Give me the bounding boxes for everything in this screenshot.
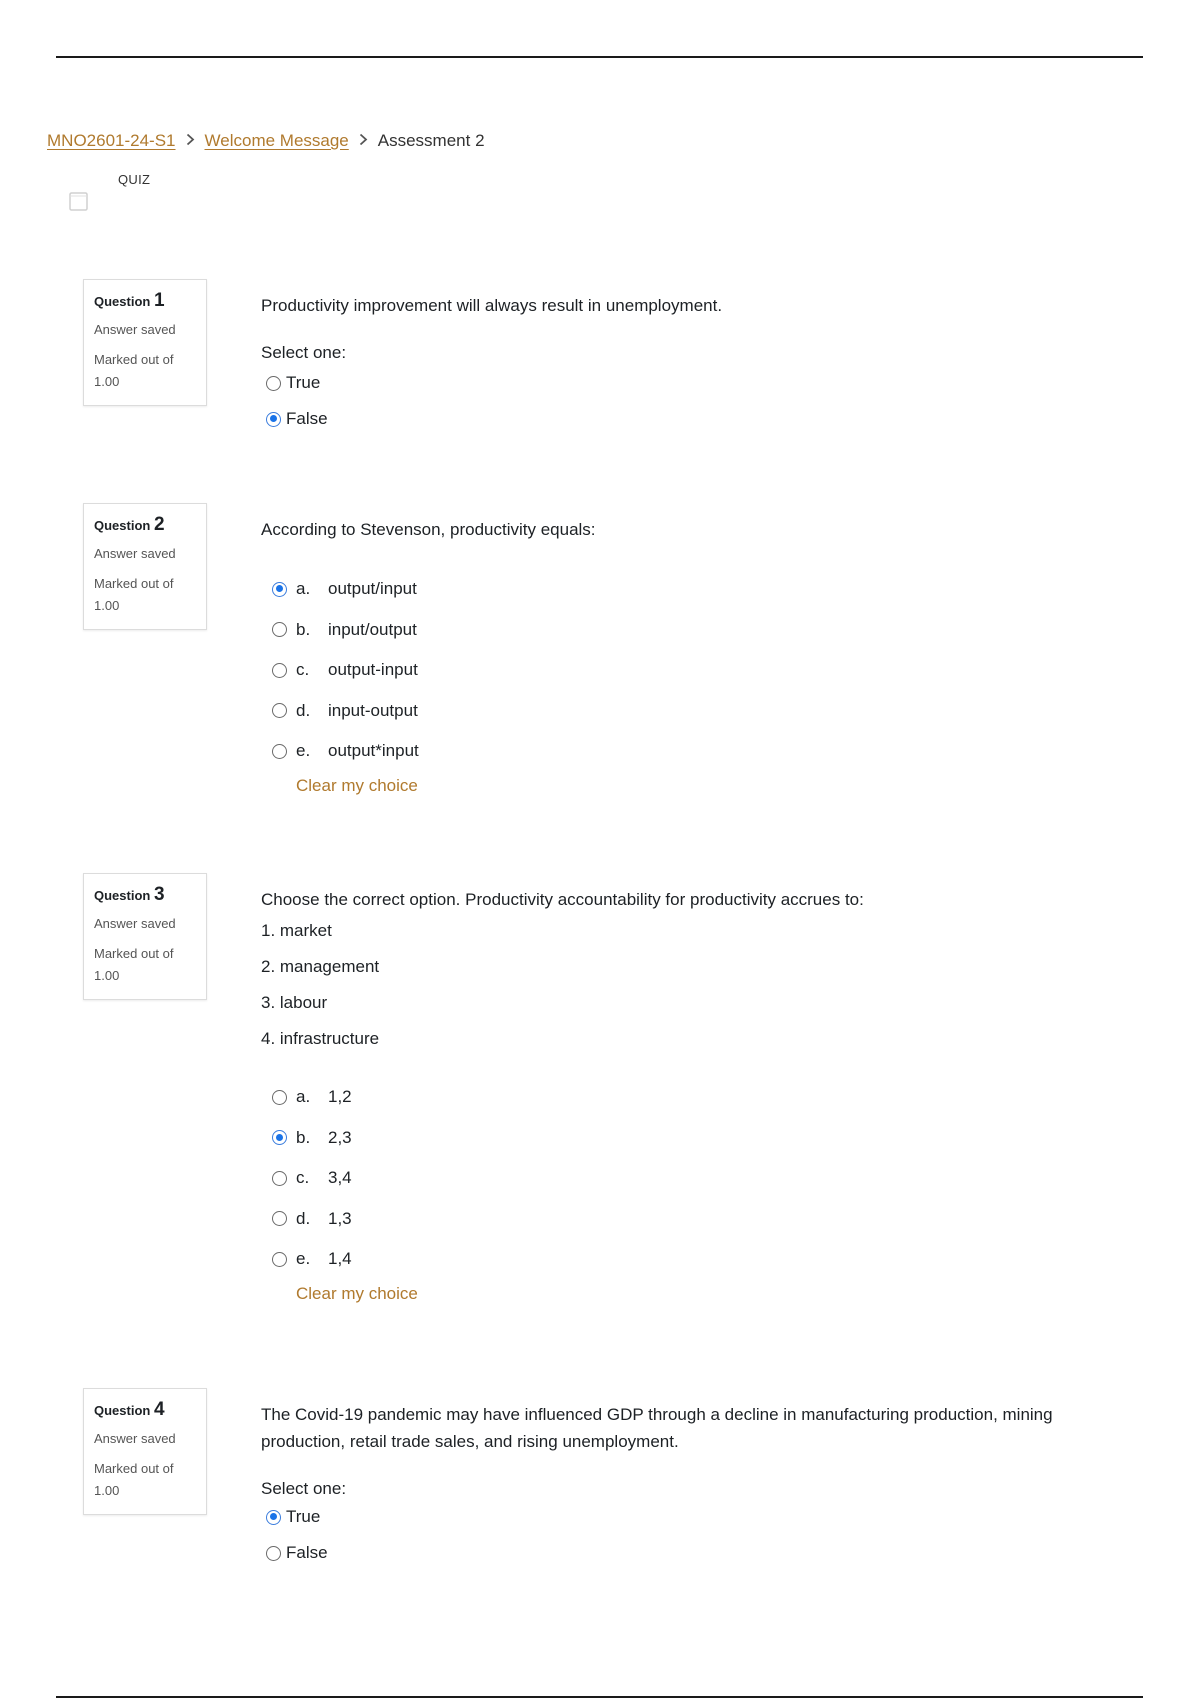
- radio-button[interactable]: [272, 582, 287, 597]
- option-label: True: [286, 1507, 321, 1526]
- question-number: Question 2: [94, 514, 165, 535]
- option-label: output/input: [328, 579, 417, 599]
- question-text: Productivity improvement will always result in unemployment.: [261, 296, 723, 315]
- radio-button[interactable]: [266, 412, 281, 427]
- radio-button[interactable]: [272, 1171, 287, 1186]
- option-label: output-input: [328, 660, 418, 680]
- chevron-right-icon: [359, 133, 368, 149]
- statement-item: 3. labour: [261, 993, 328, 1012]
- option-label: 2,3: [328, 1127, 352, 1147]
- question-number: Question 3: [94, 884, 165, 905]
- question-info: [83, 873, 207, 1000]
- answer-option-b[interactable]: b. 2,3: [261, 1118, 1141, 1159]
- radio-button[interactable]: [272, 703, 287, 718]
- option-label: input-output: [328, 700, 418, 720]
- breadcrumb-current: Assessment 2: [377, 131, 485, 150]
- question-number: Question 4: [94, 1399, 165, 1420]
- question-grade: Marked out of 1.00: [94, 1461, 174, 1498]
- top-divider: [56, 56, 1143, 58]
- question-content: [261, 873, 1141, 1304]
- radio-button[interactable]: [272, 1130, 287, 1145]
- statement-item: 1. market: [261, 921, 332, 940]
- statement-item: 4. infrastructure: [261, 1029, 380, 1048]
- clear-my-choice-link[interactable]: Clear my choice: [296, 775, 418, 795]
- radio-button[interactable]: [272, 1090, 287, 1105]
- answer-option-a[interactable]: a. output/input: [261, 569, 1141, 610]
- answer-option-e[interactable]: e. 1,4: [261, 1239, 1141, 1280]
- breadcrumb-course-link[interactable]: MNO2601-24-S1: [47, 131, 176, 150]
- question-info: [83, 1388, 207, 1515]
- radio-button[interactable]: [272, 1252, 287, 1267]
- answer-option-d[interactable]: d. 1,3: [261, 1199, 1141, 1240]
- option-label: False: [286, 409, 328, 428]
- quiz-icon: [69, 191, 89, 211]
- answer-option-true[interactable]: [261, 365, 1141, 401]
- answer-option-false[interactable]: [261, 1535, 1141, 1571]
- select-one-prompt: Select one:: [261, 1479, 347, 1498]
- answer-option-false[interactable]: [261, 401, 1141, 437]
- statement-item: 2. management: [261, 957, 380, 976]
- option-label: 3,4: [328, 1168, 352, 1188]
- answer-list: [261, 569, 1141, 772]
- breadcrumb: [47, 131, 485, 151]
- question-text: The Covid-19 pandemic may have influenced GDP through a decline in manufacturing production, mining production, retail trade sales, and rising unemployment.: [261, 1405, 1053, 1451]
- radio-button[interactable]: [266, 1510, 281, 1525]
- question-state: Answer saved: [94, 546, 176, 561]
- question-state: Answer saved: [94, 1431, 176, 1446]
- radio-button[interactable]: [266, 376, 281, 391]
- question-grade: Marked out of 1.00: [94, 946, 174, 983]
- question-info: [83, 279, 207, 406]
- clear-my-choice-link[interactable]: Clear my choice: [296, 1283, 418, 1303]
- activity-type-label: QUIZ: [118, 172, 151, 187]
- answer-option-c[interactable]: c. 3,4: [261, 1158, 1141, 1199]
- question-grade: Marked out of 1.00: [94, 576, 174, 613]
- breadcrumb-welcome-link[interactable]: Welcome Message: [204, 131, 349, 150]
- question-state: Answer saved: [94, 322, 176, 337]
- question-info: [83, 503, 207, 630]
- chevron-right-icon: [186, 133, 195, 149]
- question-text: Choose the correct option. Productivity accountability for productivity accrues to:: [261, 890, 864, 909]
- bottom-divider: [56, 1696, 1143, 1698]
- option-label: output*input: [328, 741, 419, 761]
- radio-button[interactable]: [266, 1546, 281, 1561]
- radio-button[interactable]: [272, 1211, 287, 1226]
- question-state: Answer saved: [94, 916, 176, 931]
- answer-option-b[interactable]: b. input/output: [261, 610, 1141, 651]
- select-one-prompt: Select one:: [261, 343, 347, 362]
- statement-list: [261, 913, 1141, 1057]
- radio-button[interactable]: [272, 622, 287, 637]
- option-label: 1,3: [328, 1208, 352, 1228]
- question-content: [261, 279, 1141, 437]
- question-content: [261, 503, 1141, 796]
- answer-list: [261, 1077, 1141, 1280]
- question-number: Question 1: [94, 290, 165, 311]
- answer-option-d[interactable]: d. input-output: [261, 691, 1141, 732]
- question-text: According to Stevenson, productivity equals:: [261, 520, 596, 539]
- question-content: [261, 1388, 1141, 1571]
- question-grade: Marked out of 1.00: [94, 352, 174, 389]
- answer-option-c[interactable]: c. output-input: [261, 650, 1141, 691]
- option-label: 1,4: [328, 1249, 352, 1269]
- answer-option-e[interactable]: e. output*input: [261, 731, 1141, 772]
- answer-option-a[interactable]: a. 1,2: [261, 1077, 1141, 1118]
- option-label: True: [286, 373, 321, 392]
- radio-button[interactable]: [272, 744, 287, 759]
- option-label: 1,2: [328, 1087, 352, 1107]
- option-label: input/output: [328, 619, 417, 639]
- answer-option-true[interactable]: [261, 1499, 1141, 1535]
- radio-button[interactable]: [272, 663, 287, 678]
- option-label: False: [286, 1543, 328, 1562]
